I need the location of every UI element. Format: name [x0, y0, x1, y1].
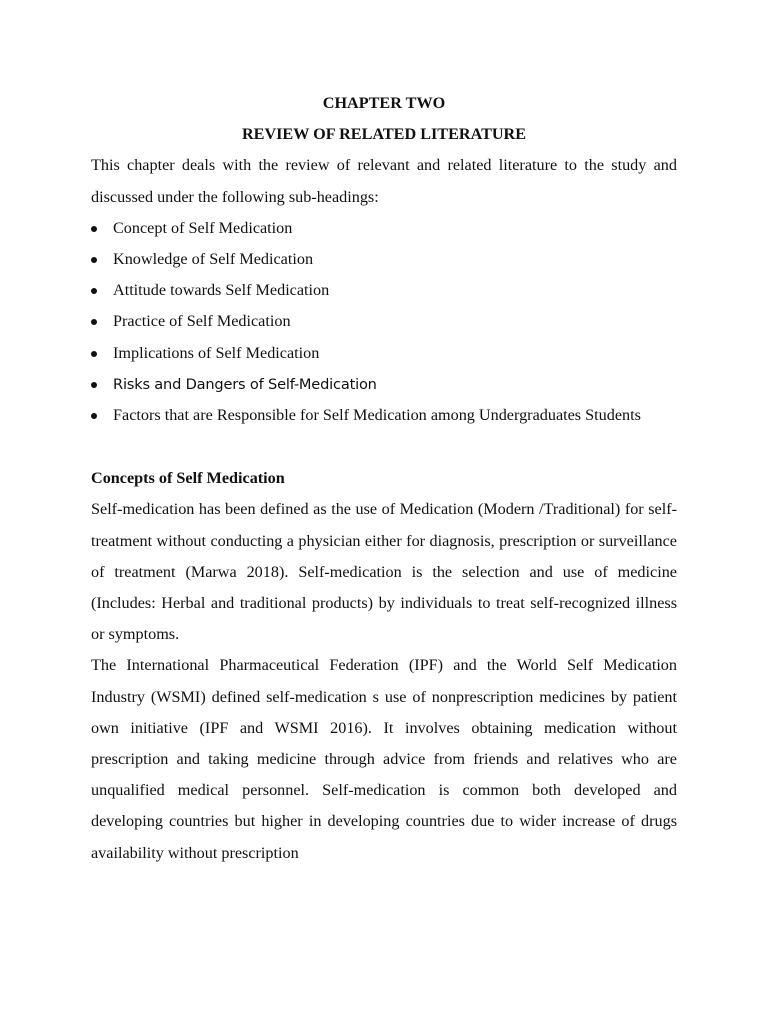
list-item: [91, 244, 677, 275]
chapter-title-heading: REVIEW OF RELATED LITERATURE: [241, 125, 527, 144]
section-paragraph-2: The International Pharmaceutical Federation (IPF) and the World Self Medication Industry (WSMI) defined self-medication s use of nonprescription medicines by patient own initiative (IPF and WSMI 2016). It involves obtaining medication without prescription and taking medicine through advice from friends and relatives who are unqualified medical personnel. Self-medication is common both developed and developing countries but higher in developing countries due to wider increase of drugs availability without prescription: [91, 656, 677, 862]
bullet-icon: [91, 288, 97, 294]
list-item: [91, 306, 677, 337]
list-item-text: Practice of Self Medication: [113, 312, 291, 331]
bullet-icon: [91, 382, 97, 388]
section-heading: Concepts of Self Medication: [91, 469, 285, 488]
list-item-text: Risks and Dangers of Self-Medication: [113, 375, 377, 393]
list-item: [91, 338, 677, 369]
list-item-text: Attitude towards Self Medication: [113, 281, 330, 300]
list-item-text: Implications of Self Medication: [113, 343, 320, 362]
bullet-icon: [91, 257, 97, 263]
bullet-icon: [91, 226, 97, 232]
list-item-text: Concept of Self Medication: [113, 218, 293, 237]
section-paragraph-1: Self-medication has been defined as the use of Medication (Modern /Traditional) for self-treatment without conducting a physician either for diagnosis, prescription or surveillance of treatment (Marwa 2018). Self-medication is the selection and use of medicine (Includes: Herbal and traditional products) by individuals to treat self-recognized illness or symptoms.: [91, 500, 677, 644]
subheadings-list: [91, 213, 677, 431]
list-item: [91, 369, 677, 400]
list-item-text: Knowledge of Self Medication: [113, 250, 314, 269]
list-item-text: Factors that are Responsible for Self Medication among Undergraduates Students: [113, 406, 641, 425]
bullet-icon: [91, 319, 97, 325]
list-item: [91, 213, 677, 244]
chapter-number-heading: CHAPTER TWO: [322, 94, 446, 112]
intro-paragraph: This chapter deals with the review of relevant and related literature to the study and discussed under the following sub-headings:: [91, 156, 677, 206]
bullet-icon: [91, 351, 97, 357]
list-item: [91, 400, 677, 431]
document-page: [91, 88, 677, 869]
bullet-icon: [91, 413, 97, 419]
list-item: [91, 275, 677, 306]
